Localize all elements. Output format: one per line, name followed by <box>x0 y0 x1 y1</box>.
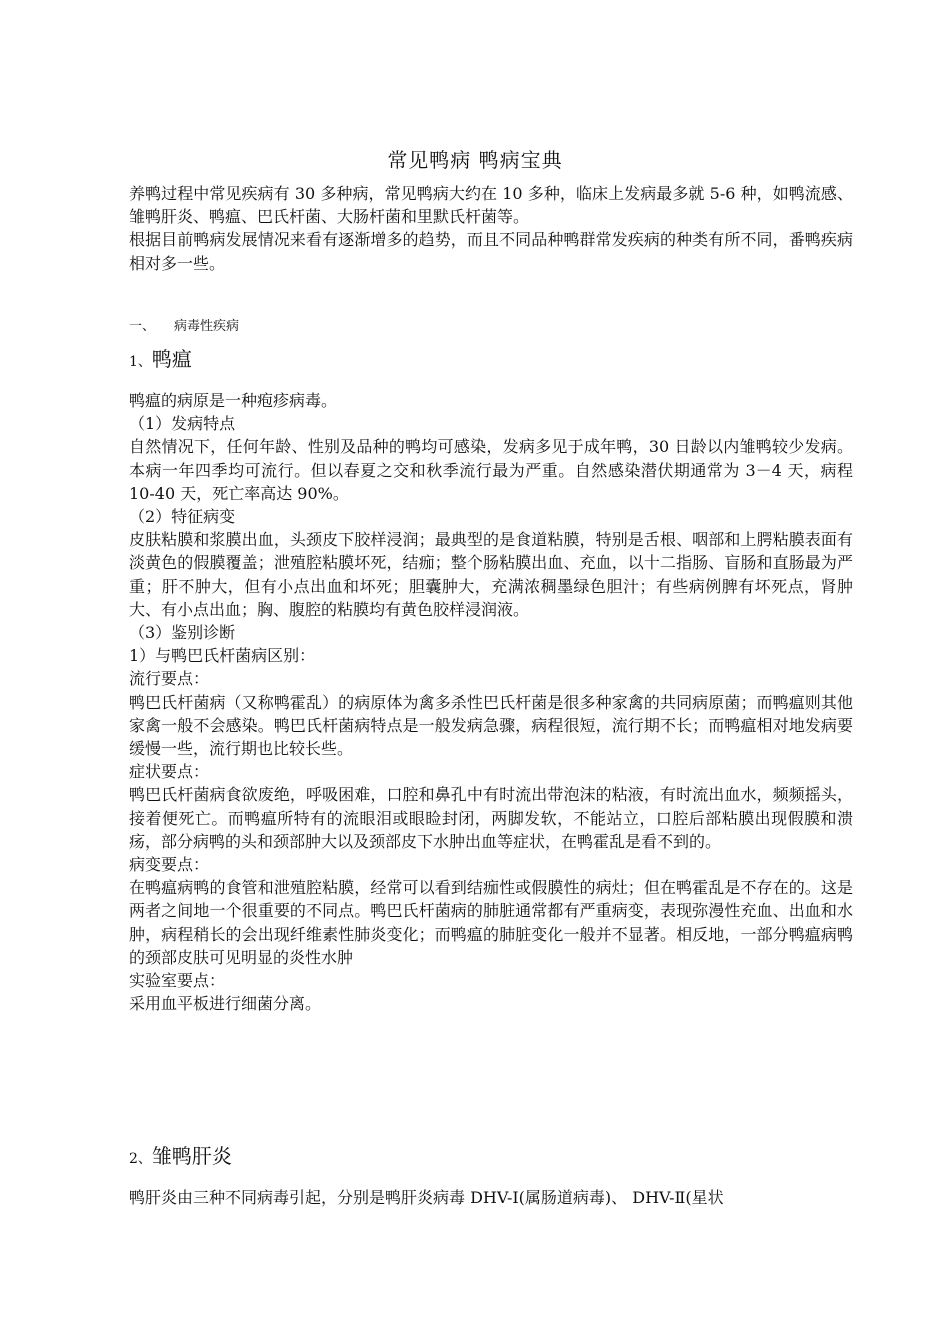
paragraph: （2）特征病变 <box>129 507 236 527</box>
paragraph: 自然情况下，任何年龄、性别及品种的鸭均可感染，发病多见于成年鸭，30 日龄以内雏鸭较少发病。本病一年四季均可流行。但以春夏之交和秋季流行最为严重。自然感染潜伏期通常为 3－4 天，病程 10-40 天，死亡率高达 90%。 <box>129 437 853 503</box>
paragraph: 根据目前鸭病发展情况来看有逐渐增多的趋势，而且不同品种鸭群常发疾病的种类有所不同，番鸭疾病相对多一些。 <box>129 230 853 273</box>
paragraph: 皮肤粘膜和浆膜出血，头颈皮下胶样浸润；最典型的是食道粘膜，特别是舌根、咽部和上腭粘膜表面有淡黄色的假膜覆盖；泄殖腔粘膜坏死，结痂；整个肠粘膜出血、充血，以十二指肠、盲肠和直肠最为严重；肝不肿大，但有小点出血和坏死；胆囊肿大，充满浓稠墨绿色胆汁；有些病例脾有坏死点，肾肿大、有小点出血；胸、腹腔的粘膜均有黄色胶样浸润液。 <box>129 530 853 619</box>
paragraph: 鸭瘟的病原是一种疱疹病毒。 <box>129 391 338 410</box>
paragraph: 症状要点： <box>129 762 210 782</box>
subsection-heading-hepatitis <box>129 1142 232 1173</box>
paragraph: 在鸭瘟病鸭的食管和泄殖腔粘膜，经常可以看到结痂性或假膜性的病灶；但在鸭霍乱是不存在的。这是两者之间地一个很重要的不同点。鸭巴氏杆菌病的肺脏通常都有严重病变，表现弥漫性充血、出血和水肿，病程稍长的会出现纤维素性肺炎变化；而鸭瘟的肺脏变化一般并不显著。相反地，一部分鸭瘟病鸭的颈部皮肤可见明显的炎性水肿 <box>129 878 853 967</box>
paragraph: 鸭巴氏杆菌病食欲废绝，呼吸困难，口腔和鼻孔中有时流出带泡沫的粘液，有时流出血水，频频摇头，接着便死亡。而鸭瘟所特有的流眼泪或眼睑封闭，两脚发软，不能站立，口腔后部粘膜出现假膜和溃疡，部分病鸭的头和颈部肿大以及颈部皮下水肿出血等症状，在鸭霍乱是看不到的。 <box>129 785 853 851</box>
paragraph: 鸭肝炎由三种不同病毒引起，分别是鸭肝炎病毒 DHV-Ⅰ(属肠道病毒)、 DHV-Ⅱ(星状 <box>129 1188 724 1207</box>
paragraph: 实验室要点： <box>129 971 226 991</box>
subsection-label: 鸭瘟 <box>151 347 192 371</box>
paragraph: 鸭巴氏杆菌病（又称鸭霍乱）的病原体为禽多杀性巴氏杆菌是很多种家禽的共同病原菌；而鸭瘟则其他家禽一般不会感染。鸭巴氏杆菌病特点是一般发病急骤，病程很短，流行期不长；而鸭瘟相对地发病要缓慢一些，流行期也比较长些。 <box>129 692 853 759</box>
paragraph: 1）与鸭巴氏杆菌病区别： <box>129 646 316 666</box>
subsection-heading-duck-plague <box>129 345 192 376</box>
subsection-number: 1、 <box>129 354 152 370</box>
section-label: 病毒性疾病 <box>174 319 240 334</box>
paragraph: 病变要点： <box>129 855 210 875</box>
paragraph: 流行要点： <box>129 669 210 689</box>
hepatitis-block <box>129 1186 853 1209</box>
paragraph: （1）发病特点 <box>129 414 236 434</box>
intro-block <box>129 182 853 275</box>
paragraph: 采用血平板进行细菌分离。 <box>129 994 322 1014</box>
subsection-number: 2、 <box>129 1151 152 1167</box>
paragraph: （3）鉴别诊断 <box>129 623 236 643</box>
subsection-label: 雏鸭肝炎 <box>151 1144 232 1168</box>
paragraph: 养鸭过程中常见疾病有 30 多种病，常见鸭病大约在 10 多种，临床上发病最多就 5-6 种，如鸭流感、雏鸭肝炎、鸭瘟、巴氏杆菌、大肠杆菌和里默氏杆菌等。 <box>129 184 853 227</box>
page-title: 常见鸭病 鸭病宝典 <box>387 148 563 172</box>
section-number: 一、 <box>129 319 156 334</box>
duck-plague-block <box>129 389 853 1015</box>
section-heading <box>129 318 239 336</box>
